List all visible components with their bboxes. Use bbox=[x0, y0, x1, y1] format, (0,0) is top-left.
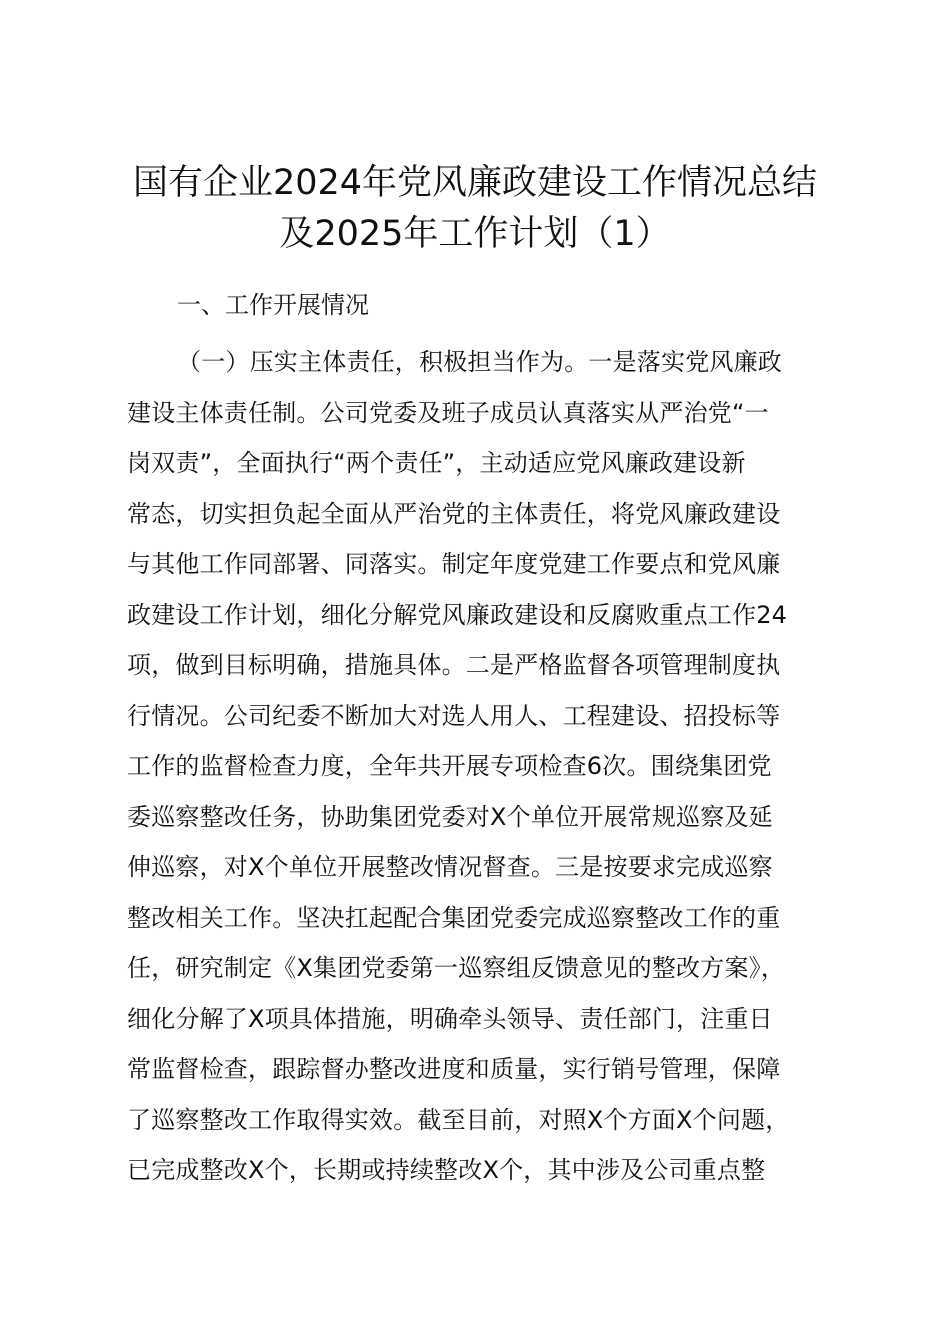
body-paragraph bbox=[127, 337, 837, 1196]
title-line-1: 国有企业2024年党风廉政建设工作情况总结 bbox=[132, 163, 818, 203]
paragraph-line: 整改相关工作。坚决扛起配合集团党委完成巡察整改工作的重 bbox=[127, 903, 781, 932]
paragraph-line: 政建设工作计划，细化分解党风廉政建设和反腐败重点工作24 bbox=[127, 600, 788, 629]
paragraph-line: 了巡察整改工作取得实效。截至目前，对照X个方面X个问题， bbox=[127, 1105, 790, 1134]
title-line-2: 及2025年工作计划（1） bbox=[279, 214, 671, 254]
paragraph-line: 建设主体责任制。公司党委及班子成员认真落实从严治党“一 bbox=[127, 398, 769, 427]
paragraph-line: 项，做到目标明确，措施具体。二是严格监督各项管理制度执 bbox=[127, 651, 781, 679]
paragraph-line: 委巡察整改任务，协助集团党委对X个单位开展常规巡察及延 bbox=[127, 802, 773, 831]
paragraph-line: 工作的监督检查力度，全年共开展专项检查6次。围绕集团党 bbox=[127, 752, 772, 780]
paragraph-line: 任，研究制定《X集团党委第一巡察组反馈意见的整改方案》， bbox=[127, 954, 786, 982]
document-title bbox=[110, 158, 840, 260]
paragraph-line: 与其他工作同部署、同落实。制定年度党建工作要点和党风廉 bbox=[127, 550, 781, 578]
paragraph-line: 常态，切实担负起全面从严治党的主体责任，将党风廉政建设 bbox=[127, 499, 781, 528]
paragraph-line: 岗双责”，全面执行“两个责任”，主动适应党风廉政建设新 bbox=[127, 449, 746, 477]
paragraph-line: 行情况。公司纪委不断加大对选人用人、工程建设、招投标等 bbox=[127, 701, 781, 730]
section-heading: 一、工作开展情况 bbox=[177, 291, 369, 319]
paragraph-line: 伸巡察，对X个单位开展整改情况督查。三是按要求完成巡察 bbox=[127, 853, 773, 881]
paragraph-line: 常监督检查，跟踪督办整改进度和质量，实行销号管理，保障 bbox=[127, 1055, 781, 1083]
paragraph-line: 已完成整改X个，长期或持续整改X个，其中涉及公司重点整 bbox=[127, 1156, 766, 1184]
paragraph-line: 细化分解了X项具体措施，明确牵头领导、责任部门，注重日 bbox=[127, 1004, 773, 1033]
paragraph-line: （一）压实主体责任，积极担当作为。一是落实党风廉政 bbox=[177, 348, 782, 376]
